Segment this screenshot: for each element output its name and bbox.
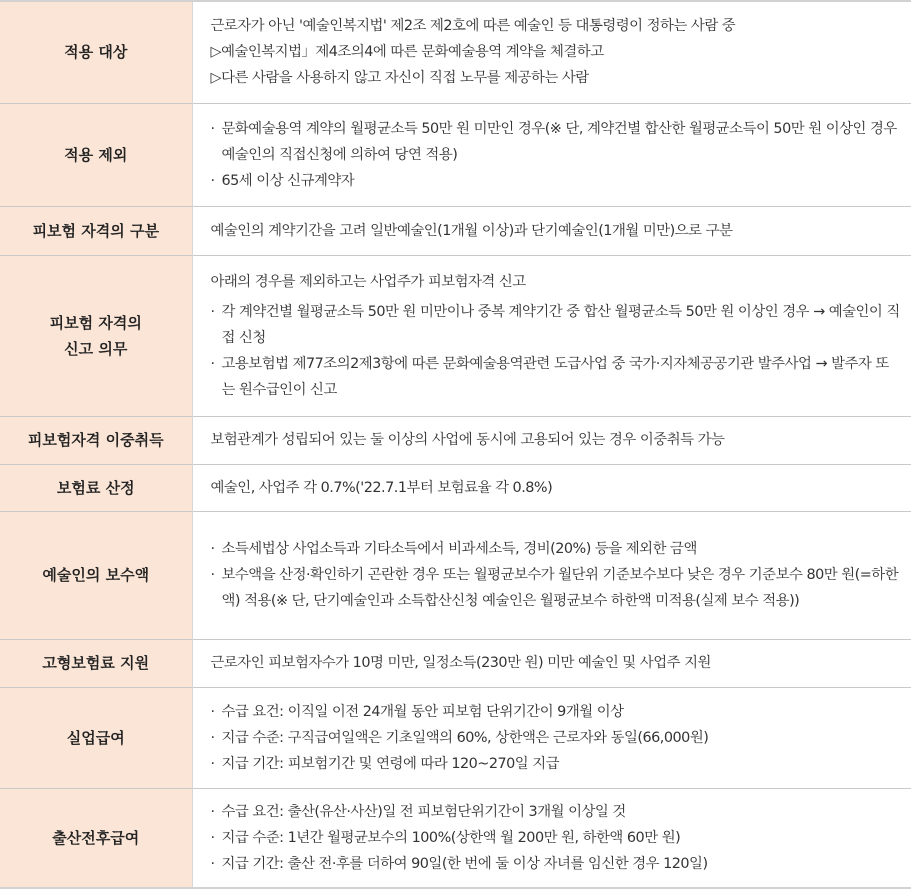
bullet-item: · 소득세법상 사업소득과 기타소득에서 비과세소득, 경비(20%) 등을 제외한 금액 [211,536,902,562]
content-line: 예술인, 사업주 각 0.7%('22.7.1부터 보험료율 각 0.8%) [210,479,553,496]
row-content [192,464,911,511]
bullet-item: · 지급 수준: 1년간 월평균보수의 100%(상한액 월 200만 원, 하한액 60만 원) [211,825,902,851]
row-label: 적용 대상 [0,1,192,103]
row-label [0,255,192,416]
row-coverage [0,1,911,103]
content-line: ▷예술인복지법」제4조의4에 따른 문화예술용역 계약을 체결하고 [210,44,604,61]
row-label: 피보험자격 이중취득 [0,416,192,464]
label-line: 신고 의무 [64,339,128,358]
content-line: ▷다른 사람을 사용하지 않고 자신이 직접 노무를 제공하는 사람 [210,70,589,87]
row-content [192,687,911,788]
row-artist-pay [0,511,911,639]
content-intro: 아래의 경우를 제외하고는 사업주가 피보험자격 신고 [210,273,526,290]
row-label: 적용 제외 [0,103,192,206]
bullet-item: · 고용보험법 제77조의2제3항에 따른 문화예술용역관련 도급사업 중 국가·지자체공공기관 발주사업 → 발주자 또는 원수급인이 신고 [211,351,902,403]
row-premium-support [0,639,911,687]
content-line: 보험관계가 성립되어 있는 둘 이상의 사업에 동시에 고용되어 있는 경우 이중취득 가능 [210,432,725,448]
bullet-item: · 각 계약건별 월평균소득 50만 원 미만이나 중복 계약기간 중 합산 월평균소득 50만 원 이상인 경우 → 예술인이 직접 신청 [211,299,902,351]
bullet-item: · 지급 기간: 피보험기간 및 연령에 따라 120~270일 지급 [211,751,902,777]
row-maternity-benefit [0,788,911,888]
content-line: 근로자가 아닌 '예술인복지법' 제2조 제2호에 따른 예술인 등 대통령령이 정하는 사람 중 [210,18,736,35]
bullet-item: · 지급 기간: 출산 전·후를 더하여 90일(한 번에 둘 이상 자녀를 임신한 경우 120일) [211,851,902,877]
label-line: 피보험 자격의 [49,313,142,332]
row-label: 실업급여 [0,687,192,788]
row-content [192,788,911,888]
bullet-item: · 문화예술용역 계약의 월평균소득 50만 원 미만인 경우(※ 단, 계약건별 합산한 월평균소득이 50만 원 이상인 경우 예술인의 직접신청에 의하여 당연 적용) [211,116,902,168]
bullet-item: · 보수액을 산정·확인하기 곤란한 경우 또는 월평균보수가 월단위 기준보수보다 낮은 경우 기준보수 80만 원(=하한액) 적용(※ 단, 단기예술인과 소득합산신청 예술인은 월평균보수 하한액 미적용(실제 보수 적용)) [211,562,902,614]
row-label: 출산전후급여 [0,788,192,888]
row-content [192,639,911,687]
row-content [192,206,911,255]
row-label: 피보험 자격의 구분 [0,206,192,255]
bullet-item: · 65세 이상 신규계약자 [211,168,902,194]
row-premium-calculation [0,464,911,511]
bullet-item: · 수급 요건: 출산(유산·사산)일 전 피보험단위기간이 3개월 이상일 것 [211,799,902,825]
row-label: 고형보험료 지원 [0,639,192,687]
content-line: 근로자인 피보험자수가 10명 미만, 일정소득(230만 원) 미만 예술인 및 사업주 지원 [210,655,711,671]
row-content [192,416,911,464]
row-content [192,511,911,639]
row-eligibility-type [0,206,911,255]
bullet-item: · 지급 수준: 구직급여일액은 기초일액의 60%, 상한액은 근로자와 동일(66,000원) [211,725,902,751]
bullet-item: · 수급 요건: 이직일 이전 24개월 동안 피보험 단위기간이 9개월 이상 [211,699,902,725]
row-label: 보험료 산정 [0,464,192,511]
row-reporting-duty [0,255,911,416]
row-unemployment-benefit [0,687,911,788]
row-label: 예술인의 보수액 [0,511,192,639]
content-line: 예술인의 계약기간을 고려 일반예술인(1개월 이상)과 단기예술인(1개월 미만)으로 구분 [210,222,733,239]
row-content [192,255,911,416]
row-content [192,1,911,103]
row-dual-acquisition [0,416,911,464]
row-content [192,103,911,206]
row-exclusion [0,103,911,206]
